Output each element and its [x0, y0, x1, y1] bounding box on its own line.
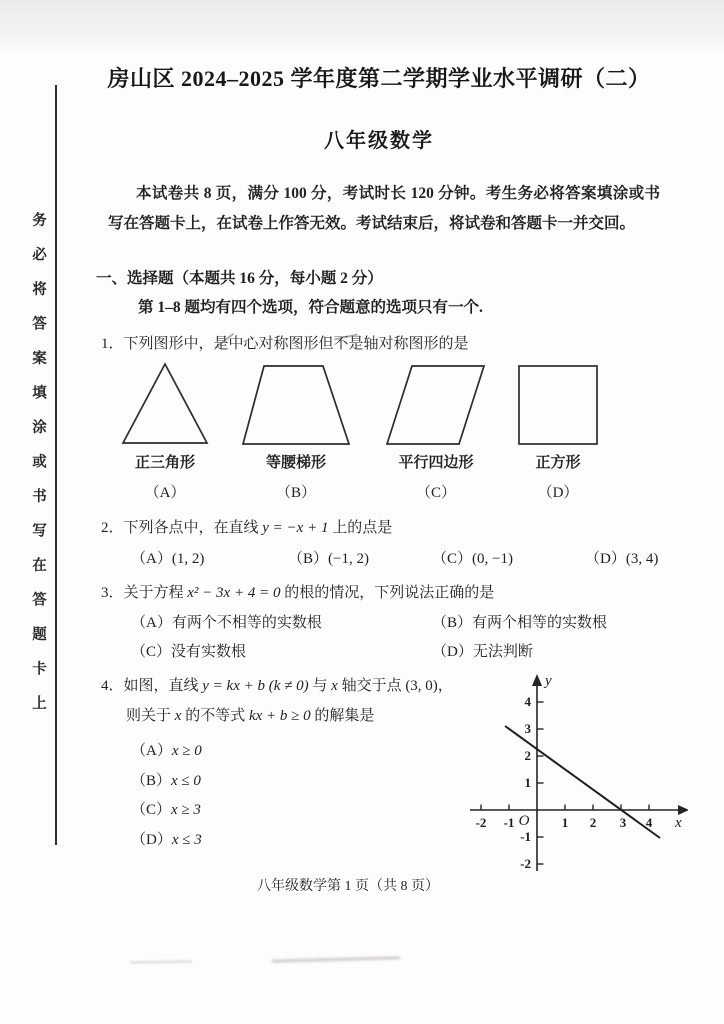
question-1-figures: [96, 362, 662, 503]
stem-text: 与: [308, 678, 332, 694]
exam-instructions: 本试卷共 8 页，满分 100 分，考试时长 120 分钟。考生务必将答案填涂或书写在答题卡上，在试卷上作答无效。考试结束后，将试卷和答题卡一并交回。: [108, 185, 660, 232]
q4-option-a: （A）x ≥ 0: [131, 743, 202, 759]
x-tick-label: 2: [589, 815, 597, 830]
stem-text: 4．如图，直线: [101, 678, 203, 694]
margin-vertical-note: 务必将答案填涂或书写在答题卡上: [30, 212, 46, 730]
question-2-options: [96, 549, 662, 570]
q3-option-c: （C）没有实数根: [131, 644, 247, 660]
x-tick-label: 3: [619, 815, 627, 830]
scan-smudge: [272, 956, 400, 962]
q4-coordinate-graph: [456, 667, 688, 877]
figure-caption: 平行四边形: [398, 455, 474, 471]
option-letter: （C）: [415, 485, 456, 501]
stem-text: 的根的情况，下列说法正确的是: [280, 585, 495, 601]
page-content: [96, 0, 682, 888]
y-tick-label: -1: [520, 829, 531, 844]
stem-formula: kx + b ≥ 0: [248, 708, 311, 724]
x-tick-label: 4: [645, 815, 653, 830]
stem-text: 则关于: [126, 708, 175, 724]
page-number-footer: 八年级数学第 1 页（共 8 页）: [257, 879, 439, 894]
question-3-stem: [101, 583, 662, 604]
x-tick-label: -2: [475, 815, 487, 830]
x-tick-label: 1: [561, 815, 569, 830]
stem-text: 2．下列各点中，在直线: [101, 520, 263, 536]
question-3-options-row1: [96, 613, 662, 633]
x-axis-arrow: [678, 805, 688, 815]
stem-text: 的解集是: [310, 708, 375, 724]
stem-text: 上的点是: [328, 520, 393, 536]
stem-formula: y = kx + b (k ≠ 0): [202, 678, 309, 694]
figure-option-b: [226, 362, 366, 503]
figure-caption: 等腰梯形: [265, 455, 326, 471]
figure-caption: 正方形: [535, 455, 581, 471]
stem-text: 3．关于方程: [101, 585, 188, 601]
y-tick-label: 4: [524, 694, 531, 709]
scan-smudge: [130, 960, 192, 963]
q2-option-d: （D）(3, 4): [585, 551, 659, 567]
question-4: [96, 673, 682, 888]
stem-formula: x² − 3x + 4 = 0: [187, 585, 281, 601]
exam-subtitle: 八年级数学: [324, 130, 434, 152]
x-axis-label: x: [675, 815, 682, 831]
section-note: 第 1–8 题均有四个选项，符合题意的选项只有一个.: [138, 299, 483, 316]
y-tick-label: 3: [524, 721, 531, 736]
x-tick-label: -1: [503, 815, 515, 830]
section-heading: 一、选择题（本题共 16 分，每小题 2 分）: [96, 270, 383, 287]
q4-option-b: （B）x ≤ 0: [131, 772, 201, 789]
isosceles-trapezoid-figure: [241, 362, 351, 446]
q2-option-b: （B）(−1, 2): [288, 551, 369, 567]
figure-option-c: [366, 362, 506, 503]
q3-option-b: （B）有两个相等的实数根: [432, 615, 608, 631]
stem-text: 轴交于点 (3, 0)，: [337, 678, 453, 694]
stem-variable: x: [331, 678, 338, 694]
origin-label: O: [518, 813, 530, 829]
q3-option-a: （A）有两个不相等的实数根: [131, 615, 322, 631]
option-letter: （B）: [275, 485, 316, 501]
figure-option-a: [95, 362, 235, 503]
y-tick-label: 2: [524, 748, 531, 763]
square-figure: [517, 362, 599, 446]
y-axis-label: y: [545, 673, 552, 689]
question-4-stem-line2: [126, 706, 496, 727]
stem-formula: y = −x + 1: [262, 520, 329, 536]
question-4-stem-line1: [101, 676, 471, 697]
exam-title: 房山区 2024–2025 学年度第二学期学业水平调研（二）: [107, 66, 651, 91]
question-1-stem: 1．下列图形中，是中心对称图形但不是轴对称图形的是: [101, 336, 469, 352]
q4-option-c: （C）x ≥ 3: [131, 802, 201, 818]
stem-variable: x: [174, 708, 182, 724]
q2-option-c: （C）(0, −1): [432, 551, 513, 567]
figure-option-d: [488, 362, 628, 503]
question-2-stem: [101, 518, 662, 539]
option-letter: （A）: [144, 485, 186, 501]
q2-option-a: （A）(1, 2): [131, 551, 205, 567]
option-letter: （D）: [537, 485, 579, 501]
q3-option-d: （D）无法判断: [432, 644, 533, 660]
equilateral-triangle-figure: [120, 362, 210, 446]
figure-caption: 正三角形: [134, 455, 195, 471]
question-3-options-row2: [96, 642, 662, 662]
y-tick-label: -2: [520, 856, 531, 871]
y-axis-arrow: [532, 674, 542, 686]
q4-option-d: （D）x ≤ 3: [131, 831, 202, 848]
parallelogram-figure: [386, 362, 486, 446]
y-tick-label: 1: [524, 775, 531, 790]
stem-text: 的不等式: [181, 708, 249, 724]
margin-divider-line: [55, 85, 57, 845]
